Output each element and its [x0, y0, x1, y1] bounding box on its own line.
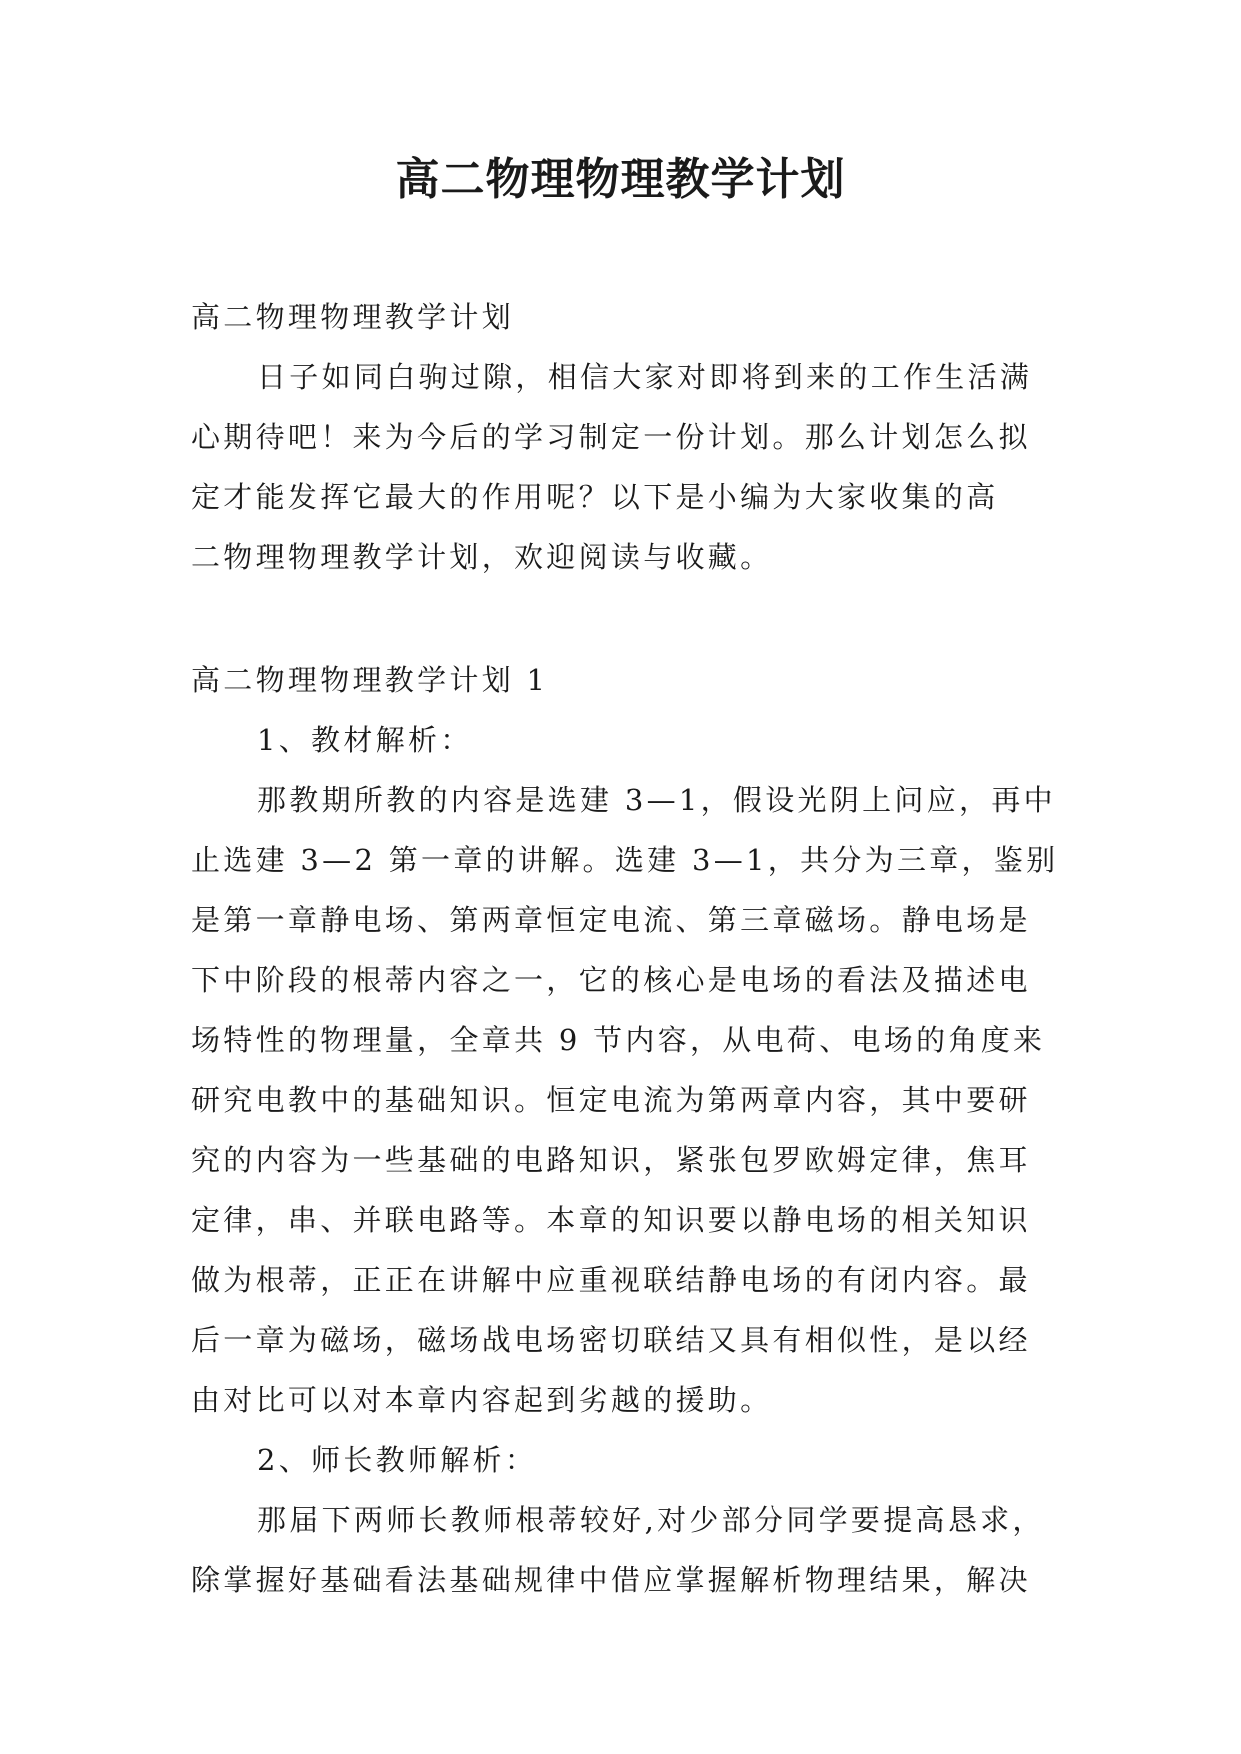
paragraph-line: 心期待吧！来为今后的学习制定一份计划。那么计划怎么拟 [191, 420, 1031, 454]
paragraph-line: 后一章为磁场，磁场战电场密切联结又具有相似性，是以经 [191, 1323, 1031, 1357]
paragraph-line: 下中阶段的根蒂内容之一，它的核心是电场的看法及描述电 [191, 963, 1031, 997]
paragraph-line: 由对比可以对本章内容起到劣越的援助。 [191, 1383, 773, 1417]
intro-paragraph [191, 347, 1051, 587]
item-heading-textbook: 1、教材解析： [257, 723, 473, 757]
paragraph-line: 研究电教中的基础知识。恒定电流为第两章内容，其中要研 [191, 1083, 1031, 1117]
paragraph-line: 止选建 3—2 第一章的讲解。选建 3—1，共分为三章，鉴别 [191, 843, 1059, 877]
textbook-paragraph [191, 770, 1059, 1430]
paragraph-line: 做为根蒂，正正在讲解中应重视联结静电场的有闭内容。最 [191, 1263, 1031, 1297]
paragraph-line: 是第一章静电场、第两章恒定电流、第三章磁场。静电场是 [191, 903, 1031, 937]
paragraph-line: 二物理物理教学计划，欢迎阅读与收藏。 [191, 540, 773, 574]
paragraph-line: 究的内容为一些基础的电路知识，紧张包罗欧姆定律，焦耳 [191, 1143, 1031, 1177]
students-paragraph [191, 1490, 1051, 1610]
section-spacer [191, 587, 1051, 650]
paragraph-line: 定才能发挥它最大的作用呢？以下是小编为大家收集的高 [191, 480, 999, 514]
paragraph-line: 定律，串、并联电路等。本章的知识要以静电场的相关知识 [191, 1203, 1031, 1237]
paragraph-line: 除掌握好基础看法基础规律中借应掌握解析物理结果，解决 [191, 1563, 1031, 1597]
paragraph-line: 场特性的物理量，全章共 9 节内容，从电荷、电场的角度来 [191, 1023, 1046, 1057]
section-heading: 高二物理物理教学计划 1 [191, 663, 549, 697]
paragraph-line: 那届下两师长教师根蒂较好,对少部分同学要提高恳求， [257, 1503, 1045, 1537]
document-title: 高二物理物理教学计划 [395, 154, 846, 205]
paragraph-line: 日子如同白驹过隙，相信大家对即将到来的工作生活满 [257, 360, 1033, 394]
document-body [191, 287, 1059, 1610]
item-heading-students: 2、师长教师解析： [257, 1443, 538, 1477]
intro-heading: 高二物理物理教学计划 [191, 300, 515, 334]
paragraph-line: 那教期所教的内容是选建 3—1，假设光阴上问应，再中 [257, 783, 1056, 817]
